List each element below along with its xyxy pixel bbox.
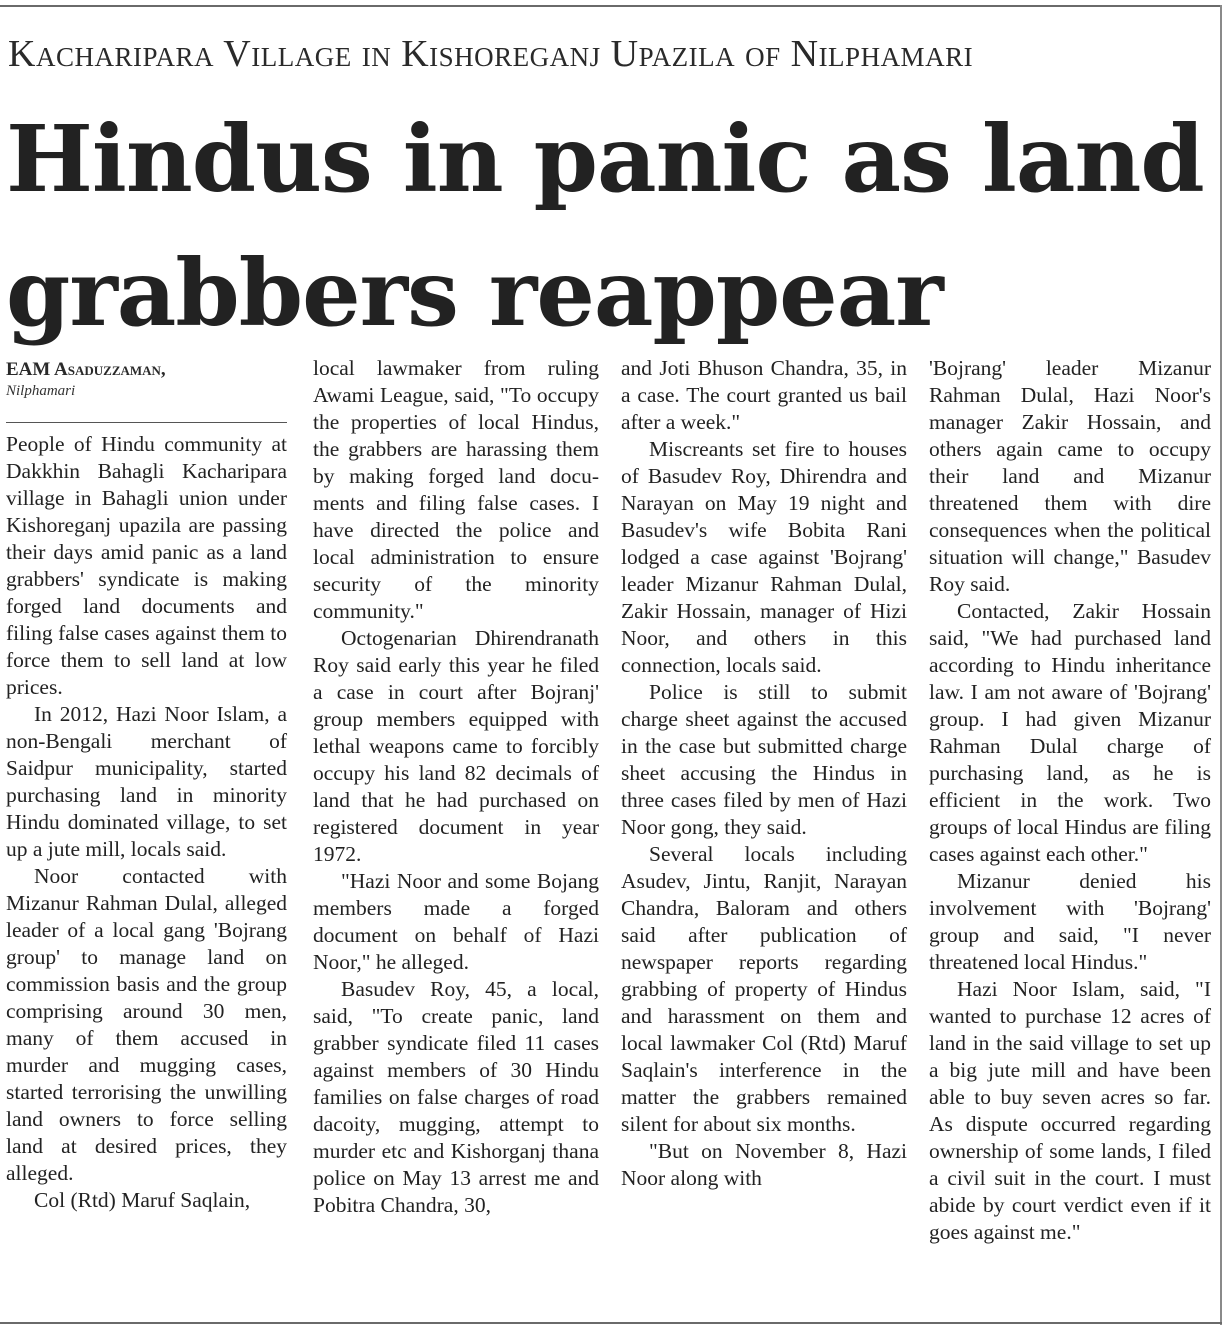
top-rule — [0, 5, 1222, 7]
article-column-3 — [621, 355, 907, 1192]
paragraph: local lawmaker from ruling Awami League, said, "To occupy the properties of local Hindus, the grabbers are harassing them by making forged land documents and filing false cases. I have directed the police and local administration to ensure security of the minority community." — [313, 356, 599, 623]
paragraph: 'Bojrang' leader Mizanur Rahman Dulal, Hazi Noor's manager Zakir Hossain, and others again came to occupy their land and Mizanur threatened them with dire consequences when the political situation will change," Basudev Roy said. — [929, 356, 1211, 596]
byline-divider — [6, 422, 287, 423]
paragraph: "Hazi Noor and some Bojang members made a forged document on behalf of Hazi Noor," he alleged. — [313, 869, 599, 974]
article-column-4 — [929, 355, 1211, 1246]
paragraph: Mizanur denied his involvement with 'Bojrang' group and said, "I never threatened local Hindus." — [929, 869, 1211, 974]
paragraph: Several locals including Asudev, Jintu, Ranjit, Narayan Chandra, Baloram and others said after publication of newspaper reports regarding grabbing of property of Hindus and harassment on them and local lawmaker Col (Rtd) Maruf Saqlain's interference in the matter the grabbers remained silent for about six months. — [621, 842, 907, 1136]
paragraph: Basudev Roy, 45, a local, said, "To create panic, land grabber syndicate filed 11 cases against members of 30 Hindu families on false charges of road dacoity, mugging, attempt to murder etc and Kishorganj thana police on May 13 arrest me and Pobitra Chandra, 30, — [313, 977, 599, 1217]
paragraph: Hazi Noor Islam, said, "I wanted to purchase 12 acres of land in the said village to set up a big jute mill and have been able to buy seven acres so far. As dispute occurred regarding ownership of some lands, I filed a civil suit in the court. I must abide by court verdict even if it goes against me." — [929, 977, 1211, 1244]
article-column-2 — [313, 355, 599, 1219]
paragraph: "But on November 8, Hazi Noor along with — [621, 1139, 907, 1190]
paragraph: In 2012, Hazi Noor Islam, a non-Bengali merchant of Saidpur municipality, started purchasing land in minority Hindu dominated village, to set up a jute mill, locals said. — [6, 702, 287, 861]
paragraph: People of Hindu community at Dakkhin Bahagli Kacharipara village in Bahagli union under Kishoreganj upazila are passing their days amid panic as a land grabbers' syndicate is making forged land documents and filing false cases against them to force them to sell land at low prices. — [6, 432, 287, 699]
headline: Hindus in panic as land grabbers reappear — [6, 105, 1204, 347]
paragraph: Octogenarian Dhirendranath Roy said early this year he filed a case in court after Bojranj' group members equipped with lethal weapons came to forcibly occupy his land 82 decimals of land that he had purchased on registered document in year 1972. — [313, 626, 599, 866]
paragraph: Miscreants set fire to houses of Basudev Roy, Dhirendra and Narayan on May 19 night and Basudev's wife Bobita Rani lodged a case against 'Bojrang' leader Mizanur Rahman Dulal, Zakir Hossain, manager of Hizi Noor, and others in this connection, locals said. — [621, 437, 907, 677]
right-border-rule — [1220, 5, 1222, 1325]
article-column-1 — [6, 360, 287, 1214]
paragraph: Noor contacted with Mizanur Rahman Dulal, alleged leader of a local gang 'Bojrang group' to manage land on commission basis and the group comprising around 30 men, many of them accused in murder and mugging cases, started terrorising the unwilling land owners to force selling land at desired prices, they alleged. — [6, 864, 287, 1185]
paragraph: Contacted, Zakir Hossain said, "We had purchased land according to Hindu inheritance law. I am not aware of 'Bojrang' group. I had given Mizanur Rahman Dulal charge of purchasing land, as he is efficient in the work. Two groups of local Hindus are filing cases against each other." — [929, 599, 1211, 866]
dateline: Nilphamari — [6, 383, 76, 399]
bottom-rule — [0, 1322, 1222, 1324]
paragraph: Police is still to submit charge sheet against the accused in the case but submitted charge sheet accusing the Hindus in three cases filed by men of Hazi Noor gong, they said. — [621, 680, 907, 839]
paragraph: Col (Rtd) Maruf Saqlain, — [34, 1188, 251, 1212]
byline: EAM Asaduzzaman, — [6, 359, 166, 380]
kicker-heading: Kacharipara Village in Kishoreganj Upazila of Nilphamari — [8, 33, 974, 75]
paragraph: and Joti Bhuson Chandra, 35, in a case. The court granted us bail after a week." — [621, 356, 907, 434]
